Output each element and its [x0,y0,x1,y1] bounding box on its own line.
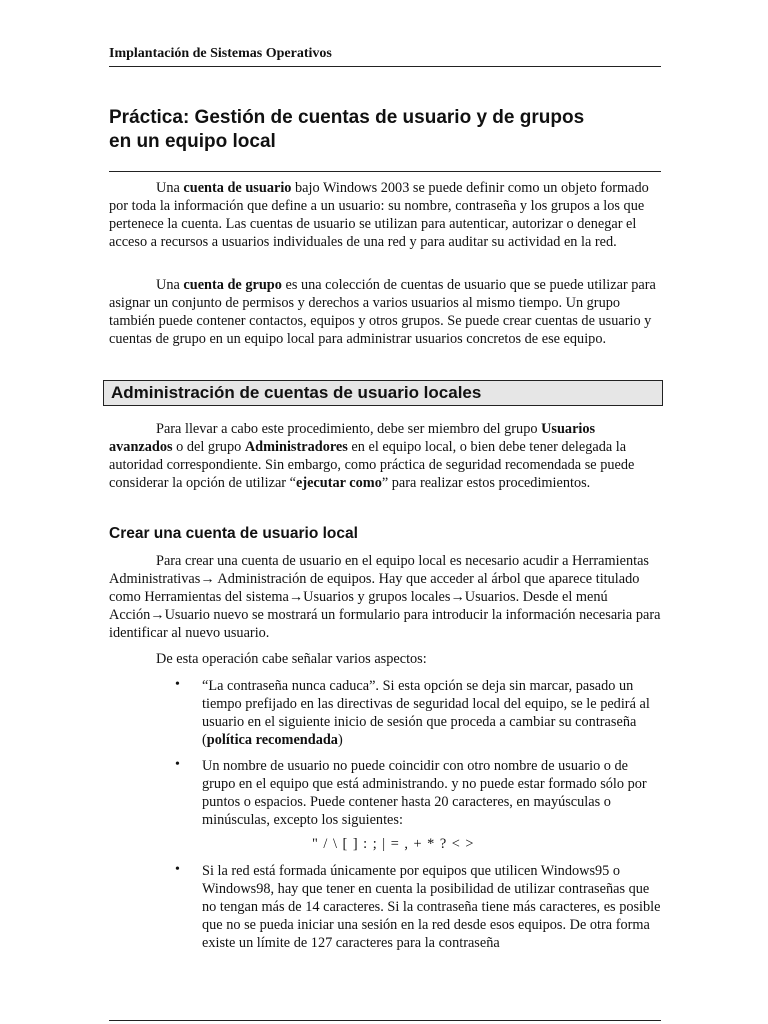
bullet-item-3: Si la red está formada únicamente por equipos que utilicen Windows95 o Windows98, hay que tener en cuenta la posibilidad de utilizar contraseñas que no tengan más de 14 caracteres. Si la contraseña tiene más caracteres, es posible que no se pueda iniciar una sesión en la red desde esos equipos. De otra forma existe un límite de 127 caracteres para la contraseña [202,863,661,951]
bullet-icon: • [175,677,180,692]
page-title-line-2: en un equipo local [109,131,276,152]
footer-divider [109,1020,661,1021]
aspects-intro: De esta operación cabe señalar varios aspectos: [156,651,427,667]
arrow-icon: → [150,607,165,623]
arrow-icon: → [450,589,465,605]
section-paragraph: Para llevar a cabo este procedimiento, debe ser miembro del grupo Usuarios avanzados o del grupo Administradores en el equipo local, o bien debe tener delegada la autoridad correspondiente. Sin embargo, como práctica de seguridad recomendada se puede considerar la opción de utilizar “ejecutar como” para realizar estos procedimientos. [109,421,635,491]
bullet-icon: • [175,862,180,877]
page-title-line-1: Práctica: Gestión de cuentas de usuario y de grupos [109,107,585,128]
section-heading: Administración de cuentas de usuario locales [103,380,663,406]
intro-paragraph-1: Una cuenta de usuario bajo Windows 2003 se puede definir como un objeto formado por toda la información que define a un usuario: su nombre, contraseña y los grupos a los que pertenece la cuenta. Las cuentas de usuario se utilizan para autenticar, autorizar o denegar el acceso a recursos a usuarios individuales de una red y para auditar su actividad en la red. [109,180,649,250]
forbidden-characters: " / \ [ ] : ; | = , + * ? < > [312,836,475,852]
bullet-icon: • [175,757,180,772]
subsection-paragraph: Para crear una cuenta de usuario en el equipo local es necesario acudir a Herramientas Administrativas→ Administración de equipos. Hay que acceder al árbol que aparece titulado como Herramientas del sistema→Usuarios y grupos locales→Usuarios. Desde el menú Acción→Usuario nuevo se mostrará un formulario para introducir la información necesaria para identificar al nuevo usuario. [109,553,661,641]
subsection-heading: Crear una cuenta de usuario local [109,525,358,542]
bullet-item-2: Un nombre de usuario no puede coincidir con otro nombre de usuario o de grupo en el equipo que está administrando. y no puede estar formado sólo por puntos o espacios. Puede contener hasta 20 caracteres, en mayúsculas o minúsculas, excepto los siguientes: [202,758,647,828]
running-header: Implantación de Sistemas Operativos [109,46,661,67]
page-title [109,106,661,172]
arrow-icon: → [200,571,215,587]
intro-paragraph-2: Una cuenta de grupo es una colección de cuentas de usuario que se puede utilizar para asignar un conjunto de permisos y derechos a varios usuarios al mismo tiempo. Un grupo también puede contener contactos, equipos y otros grupos. Se puede crear cuentas de usuario y cuentas de grupo en un equipo local para administrar usuarios concretos de ese equipo. [109,277,656,347]
bullet-item-1: “La contraseña nunca caduca”. Si esta opción se deja sin marcar, pasado un tiempo prefijado en las directivas de seguridad local del equipo, se le pedirá al usuario en el siguiente inicio de sesión que proceda a cambiar su contraseña (política recomendada) [202,678,650,748]
arrow-icon: → [288,589,304,605]
